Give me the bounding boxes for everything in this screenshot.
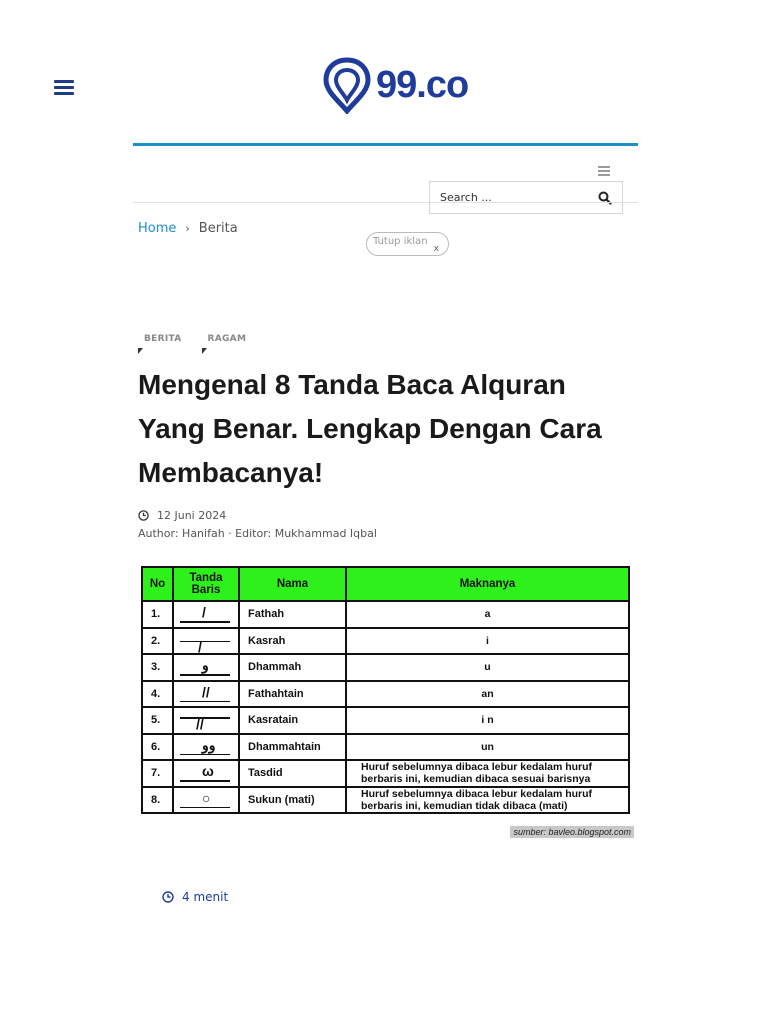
close-ad-label: Tutup iklan bbox=[373, 236, 428, 247]
table-header: Nama bbox=[239, 567, 346, 601]
table-row: 4. // Fathahtain an bbox=[142, 681, 629, 708]
table-row: 8. ○ Sukun (mati) Huruf sebelumnya dibaca lebur kedalam huruf berbaris ini, kemudian tidak dibaca (mati) bbox=[142, 787, 629, 814]
close-ad-button[interactable] bbox=[366, 232, 449, 256]
table-row: 6. وو Dhammahtain un bbox=[142, 734, 629, 761]
fathah-mark: / bbox=[173, 601, 239, 628]
site-logo[interactable] bbox=[322, 55, 492, 115]
category-tag-berita[interactable]: BERITA bbox=[138, 334, 182, 344]
reading-time-text: 4 menit bbox=[182, 890, 229, 904]
reading-time bbox=[162, 890, 228, 904]
table-row: 3. و Dhammah u bbox=[142, 654, 629, 681]
kasratain-mark: // bbox=[173, 707, 239, 734]
article-date bbox=[138, 509, 226, 522]
clock-icon bbox=[138, 510, 149, 521]
breadcrumb-current: Berita bbox=[198, 221, 238, 236]
clock-icon bbox=[162, 891, 174, 903]
article-image bbox=[141, 566, 634, 838]
kasrah-mark: / bbox=[173, 628, 239, 655]
table-header-row bbox=[142, 567, 629, 601]
search-form bbox=[429, 181, 623, 214]
header-divider bbox=[133, 143, 638, 146]
location-pin-icon bbox=[322, 56, 372, 114]
table-row: 7. ω Tasdid Huruf sebelumnya dibaca lebur kedalam huruf berbaris ini, kemudian dibaca sesuai barisnya bbox=[142, 760, 629, 787]
close-icon: x bbox=[433, 244, 439, 254]
category-tags bbox=[138, 334, 266, 344]
chevron-right-icon: › bbox=[185, 222, 190, 235]
breadcrumb bbox=[138, 221, 238, 236]
fathahtain-mark: // bbox=[173, 681, 239, 708]
category-tag-ragam[interactable]: RAGAM bbox=[202, 334, 247, 344]
nav-divider bbox=[133, 202, 638, 203]
hamburger-icon bbox=[54, 80, 74, 83]
author-line: Author: Hanifah · Editor: Mukhammad Iqbal bbox=[138, 527, 377, 540]
logo-text: 99.co bbox=[376, 63, 469, 106]
dhammahtain-mark: وو bbox=[173, 734, 239, 761]
sukun-mark: ○ bbox=[173, 787, 239, 814]
table-header: Maknanya bbox=[346, 567, 629, 601]
main-menu-button[interactable] bbox=[54, 80, 74, 96]
table-header: Tanda Baris bbox=[173, 567, 239, 601]
table-row: 2. / Kasrah i bbox=[142, 628, 629, 655]
table-header: No bbox=[142, 567, 173, 601]
harakat-table bbox=[141, 566, 630, 814]
breadcrumb-home[interactable]: Home bbox=[138, 221, 177, 236]
table-row: 5. // Kasratain i n bbox=[142, 707, 629, 734]
article-title: Mengenal 8 Tanda Baca Alquran Yang Benar. Lengkap Dengan Cara Membacanya! bbox=[138, 369, 602, 488]
tasdid-mark: ω bbox=[173, 760, 239, 787]
secondary-menu-icon[interactable] bbox=[598, 166, 610, 176]
table-row: 1. / Fathah a bbox=[142, 601, 629, 628]
date-text: 12 Juni 2024 bbox=[157, 509, 227, 522]
dhammah-mark: و bbox=[173, 654, 239, 681]
image-source-credit: sumber: bavleo.blogspot.com bbox=[510, 826, 634, 838]
